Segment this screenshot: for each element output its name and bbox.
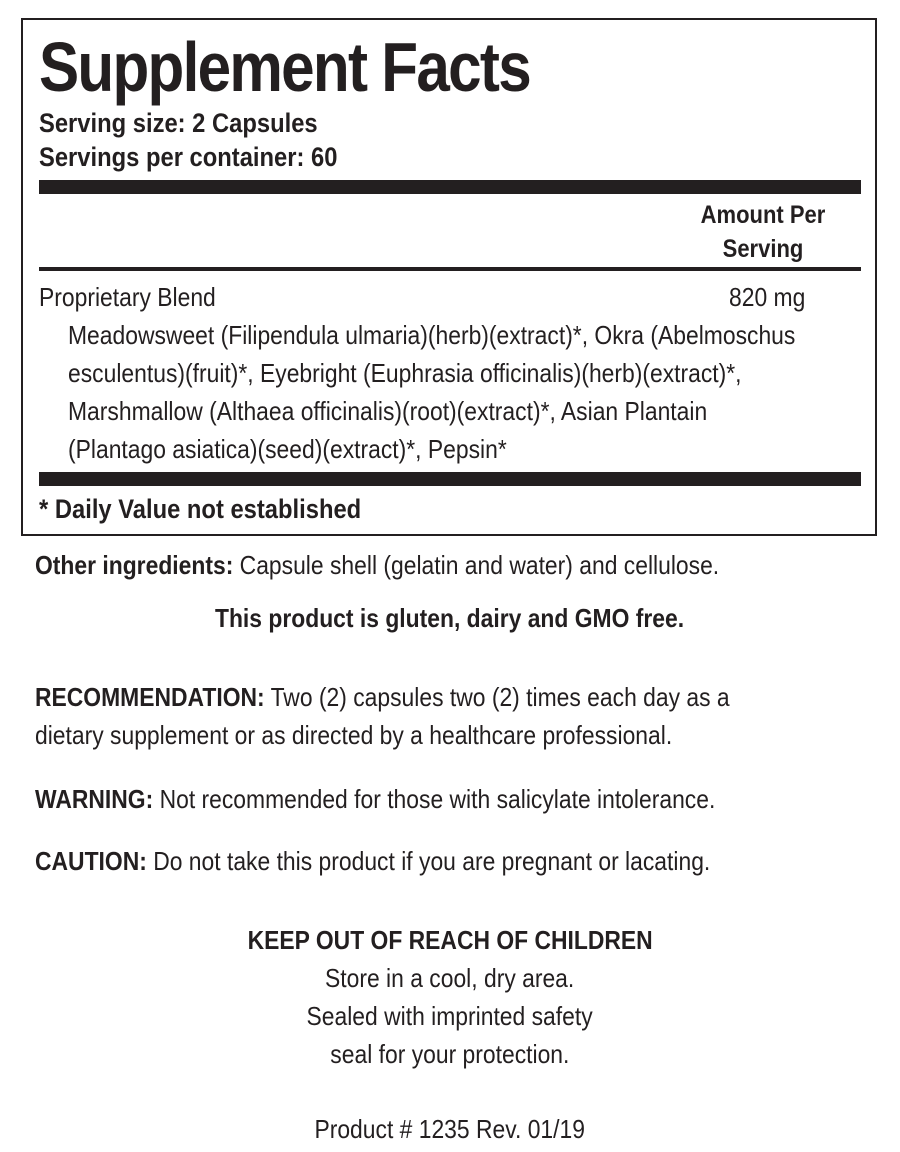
storage-line3 — [0, 1035, 900, 1073]
blend-amount: 820 mg — [729, 282, 806, 312]
caution-label: CAUTION: — [35, 846, 147, 876]
product-number-text: Product # 1235 Rev. 01/19 — [314, 1114, 586, 1144]
warning-text: Not recommended for those with salicylate intolerance. — [153, 784, 716, 814]
amount-per-serving-header — [657, 198, 868, 266]
serving-size: Serving size: 2 Capsules — [39, 108, 318, 138]
warning-label: WARNING: — [35, 784, 154, 814]
keep-out-text: KEEP OUT OF REACH OF CHILDREN — [247, 925, 653, 955]
thick-divider-bottom — [39, 472, 861, 486]
blend-name: Proprietary Blend — [39, 282, 216, 312]
storage-text3: seal for your protection. — [330, 1039, 570, 1069]
storage-line2 — [0, 997, 900, 1035]
other-ingredients — [35, 546, 719, 584]
caution-text: Do not take this product if you are pregnant or lacating. — [146, 846, 711, 876]
caution — [35, 842, 710, 880]
other-ingredients-label: Other ingredients: — [35, 550, 234, 580]
other-ingredients-text: Capsule shell (gelatin and water) and cellulose. — [233, 550, 720, 580]
ingredient-line: Meadowsweet (Filipendula ulmaria)(herb)(extract)*, Okra (Abelmoschus — [68, 320, 796, 350]
keep-out-of-reach — [0, 921, 900, 959]
ingredient-line: esculentus)(fruit)*, Eyebright (Euphrasia officinalis)(herb)(extract)*, — [68, 358, 742, 388]
supplement-facts-panel — [21, 18, 877, 536]
panel-title: Supplement Facts — [39, 28, 530, 106]
allergen-free-text: This product is gluten, dairy and GMO free. — [215, 603, 685, 633]
storage-text1: Store in a cool, dry area. — [325, 963, 575, 993]
blend-ingredients — [68, 316, 795, 468]
servings-per-container: Servings per container: 60 — [39, 142, 338, 172]
recommendation-line2: dietary supplement or as directed by a healthcare professional. — [35, 720, 673, 750]
recommendation-text1: Two (2) capsules two (2) times each day as a — [264, 682, 730, 712]
ingredient-line: Marshmallow (Althaea officinalis)(root)(extract)*, Asian Plantain — [68, 396, 708, 426]
recommendation-label: RECOMMENDATION: — [35, 682, 265, 712]
storage-text2: Sealed with imprinted safety — [306, 1001, 594, 1031]
amount-header-line2: Serving — [722, 235, 804, 263]
warning — [35, 780, 715, 818]
amount-header-line1: Amount Per — [700, 201, 826, 229]
thick-divider-top — [39, 180, 861, 194]
product-number — [0, 1110, 900, 1148]
medium-divider — [39, 267, 861, 271]
allergen-free-statement — [0, 599, 900, 637]
daily-value-note: * Daily Value not established — [39, 494, 362, 524]
storage-line1 — [0, 959, 900, 997]
recommendation-line1 — [35, 678, 730, 716]
ingredient-line: (Plantago asiatica)(seed)(extract)*, Pepsin* — [68, 434, 507, 464]
